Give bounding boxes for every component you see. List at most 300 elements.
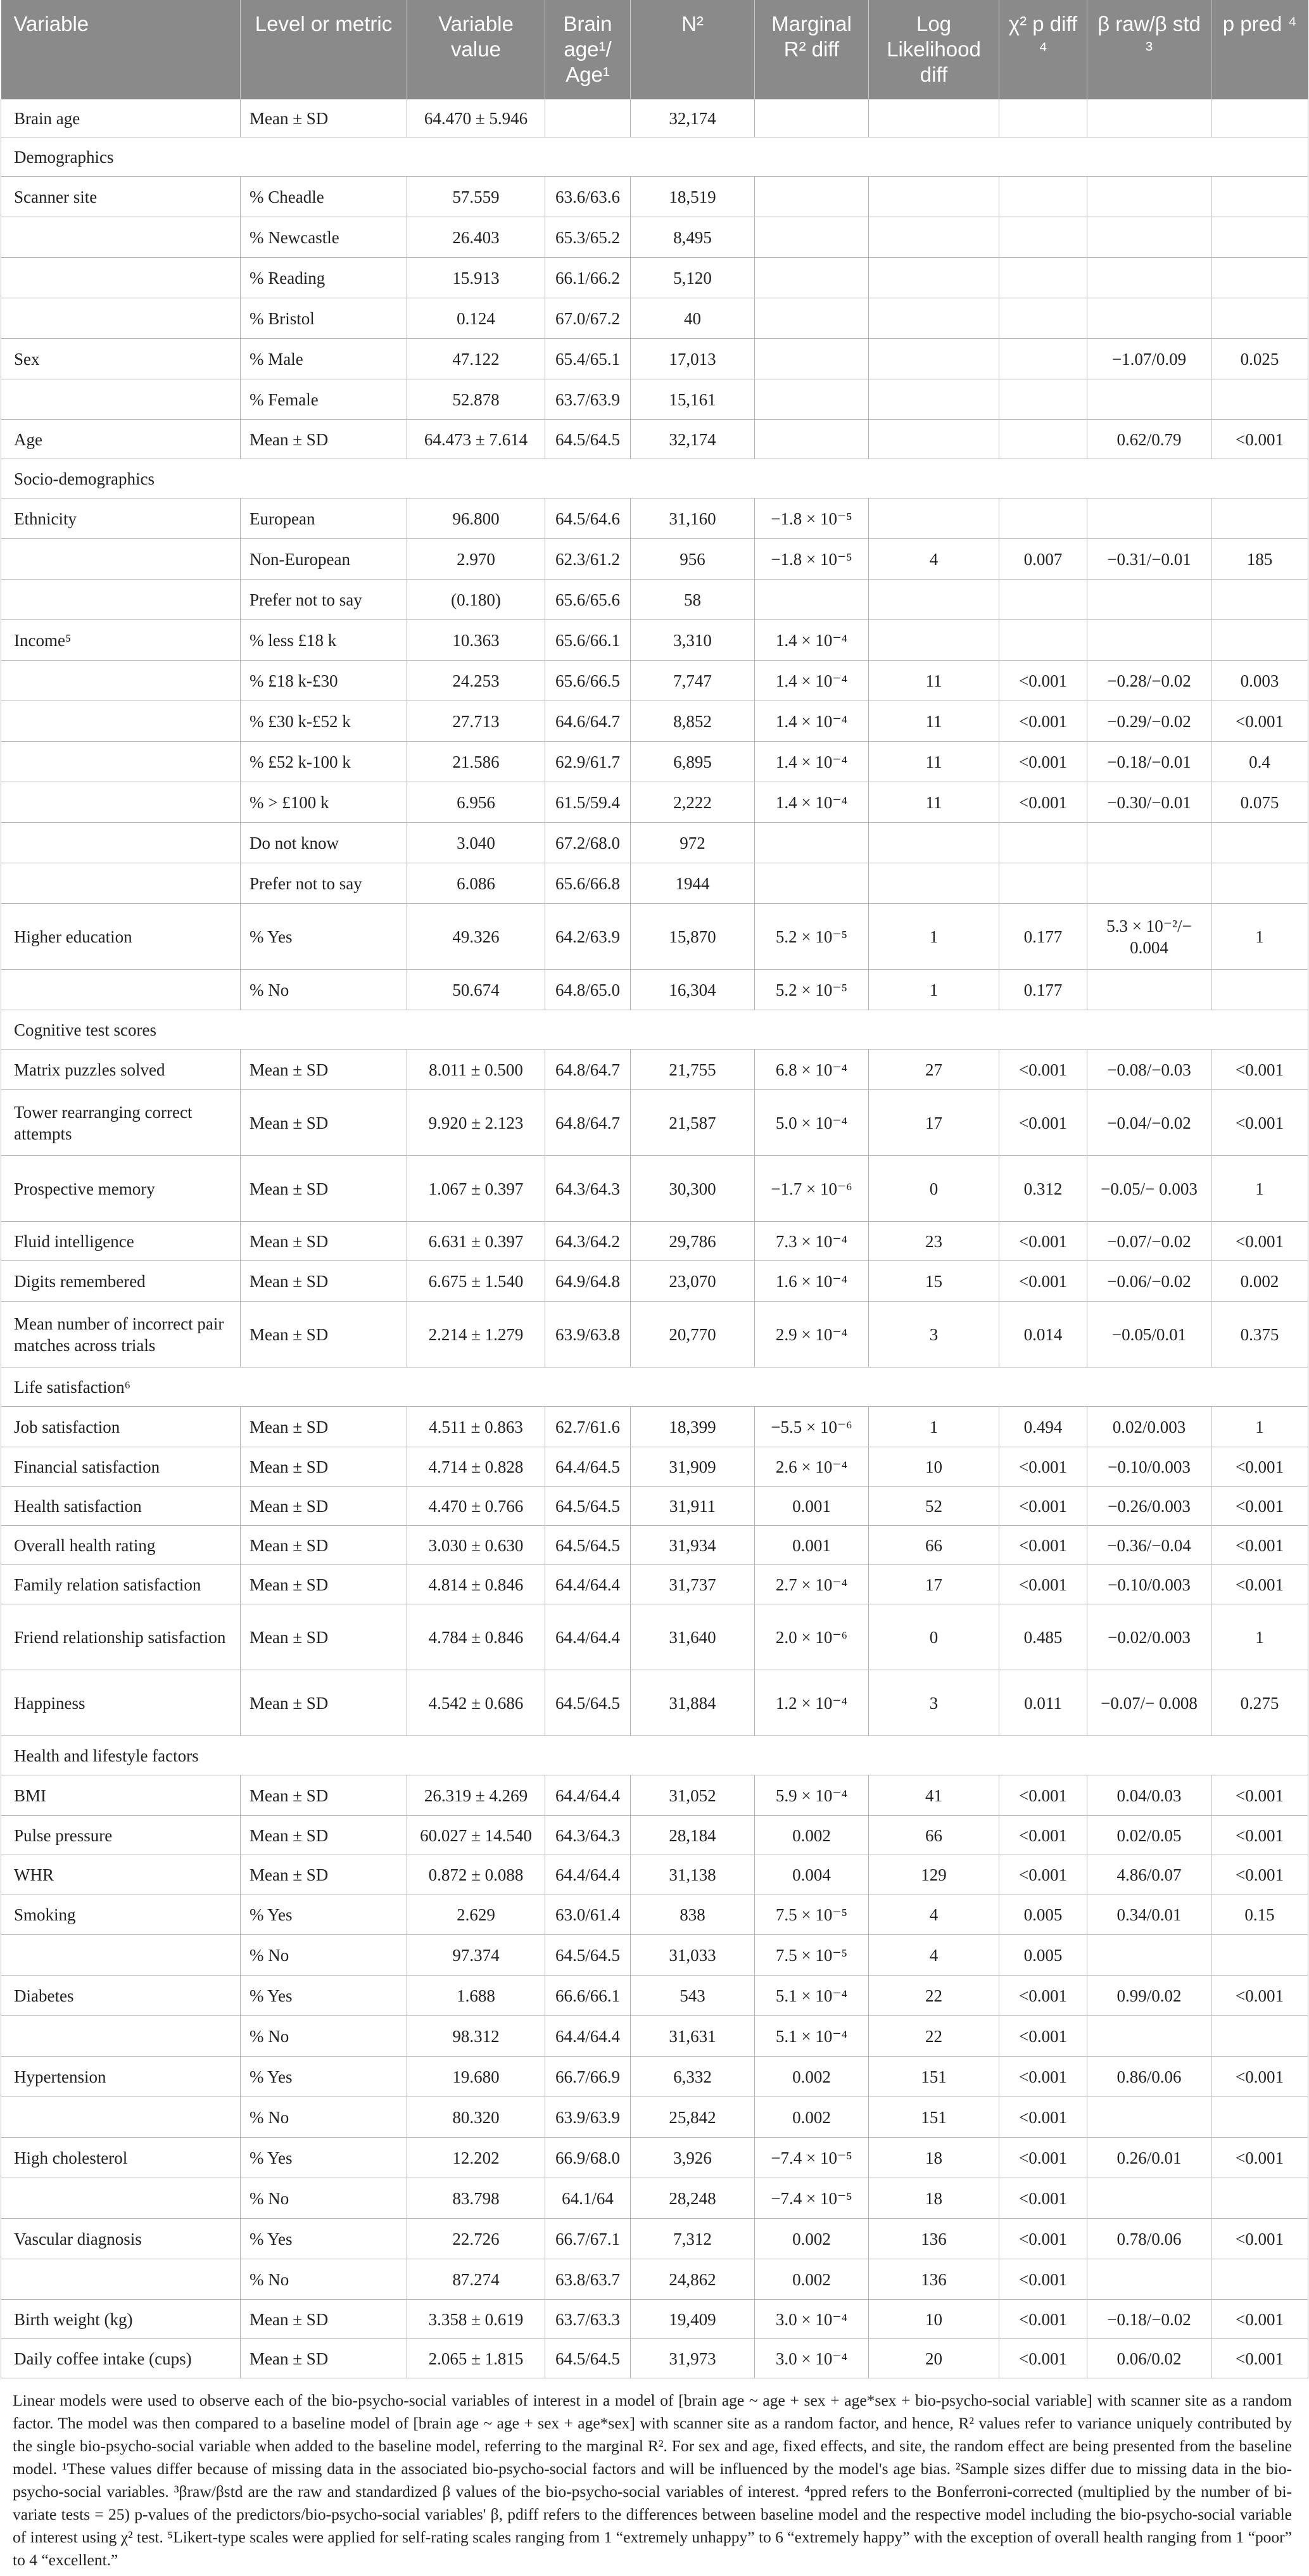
- cell-variable: Tower rearranging correct attempts: [1, 1090, 241, 1156]
- header-loglik: Log Likelihood diff: [869, 0, 999, 99]
- cell-ppred: <0.001: [1211, 420, 1308, 459]
- cell-ppred: [1211, 2097, 1308, 2138]
- cell-variable: Pulse pressure: [1, 1816, 241, 1855]
- cell-level: % Newcastle: [241, 217, 407, 258]
- cell-chi: <0.001: [999, 1447, 1087, 1487]
- cell-n: 15,870: [631, 904, 755, 970]
- cell-level: % > £100 k: [241, 782, 407, 823]
- cell-value: 4.784 ± 0.846: [407, 1604, 545, 1670]
- cell-n: 18,519: [631, 177, 755, 217]
- cell-chi: <0.001: [999, 1050, 1087, 1090]
- cell-beta: −0.29/−0.02: [1087, 701, 1211, 742]
- cell-variable: [1, 580, 241, 620]
- table-row: [1, 298, 1308, 339]
- cell-level: % Yes: [241, 904, 407, 970]
- cell-brain-age: 64.1/64: [545, 2178, 631, 2219]
- cell-chi: 0.007: [999, 539, 1087, 580]
- table-row: [1, 1302, 1308, 1367]
- cell-chi: 0.005: [999, 1935, 1087, 1976]
- table-row: [1, 1775, 1308, 1816]
- cell-variable: Family relation satisfaction: [1, 1565, 241, 1604]
- cell-beta: 0.26/0.01: [1087, 2138, 1211, 2178]
- cell-variable: Mean number of incorrect pair matches across trials: [1, 1302, 241, 1367]
- table-row: [1, 1976, 1308, 2016]
- cell-value: 27.713: [407, 701, 545, 742]
- table-row: [1, 2300, 1308, 2339]
- cell-ppred: [1211, 620, 1308, 661]
- cell-value: 2.214 ± 1.279: [407, 1302, 545, 1367]
- cell-level: Mean ± SD: [241, 1775, 407, 1816]
- cell-chi: <0.001: [999, 1526, 1087, 1565]
- cell-level: Mean ± SD: [241, 1816, 407, 1855]
- cell-chi: <0.001: [999, 2300, 1087, 2339]
- cell-n: 7,747: [631, 661, 755, 701]
- cell-level: % Yes: [241, 2138, 407, 2178]
- cell-ppred: 0.4: [1211, 742, 1308, 782]
- table-row: [1, 1565, 1308, 1604]
- cell-beta: 0.02/0.05: [1087, 1816, 1211, 1855]
- cell-chi: <0.001: [999, 1816, 1087, 1855]
- cell-value: 52.878: [407, 379, 545, 420]
- cell-loglik: 4: [869, 1935, 999, 1976]
- cell-n: 543: [631, 1976, 755, 2016]
- cell-loglik: 18: [869, 2178, 999, 2219]
- cell-r2: 7.5 × 10⁻⁵: [755, 1894, 869, 1935]
- cell-ppred: [1211, 258, 1308, 298]
- cell-chi: <0.001: [999, 1775, 1087, 1816]
- cell-level: % No: [241, 1935, 407, 1976]
- cell-beta: −0.02/0.003: [1087, 1604, 1211, 1670]
- cell-beta: [1087, 863, 1211, 904]
- section-row: [1, 137, 1308, 177]
- cell-level: % Reading: [241, 258, 407, 298]
- cell-loglik: 52: [869, 1487, 999, 1526]
- cell-n: 838: [631, 1894, 755, 1935]
- cell-chi: 0.011: [999, 1670, 1087, 1736]
- cell-n: 29,786: [631, 1222, 755, 1261]
- cell-value: 3.030 ± 0.630: [407, 1526, 545, 1565]
- cell-loglik: 10: [869, 2300, 999, 2339]
- cell-brain-age: 65.4/65.1: [545, 339, 631, 379]
- table-row: [1, 2016, 1308, 2057]
- cell-r2: 1.4 × 10⁻⁴: [755, 661, 869, 701]
- cell-ppred: <0.001: [1211, 1816, 1308, 1855]
- cell-ppred: [1211, 2178, 1308, 2219]
- cell-loglik: [869, 217, 999, 258]
- cell-beta: [1087, 2016, 1211, 2057]
- cell-ppred: [1211, 1935, 1308, 1976]
- cell-n: 31,631: [631, 2016, 755, 2057]
- cell-brain-age: 63.8/63.7: [545, 2259, 631, 2300]
- cell-value: 80.320: [407, 2097, 545, 2138]
- cell-level: Mean ± SD: [241, 1050, 407, 1090]
- table-row: [1, 1447, 1308, 1487]
- cell-value: 96.800: [407, 498, 545, 539]
- cell-variable: [1, 2259, 241, 2300]
- cell-beta: −0.26/0.003: [1087, 1487, 1211, 1526]
- cell-chi: <0.001: [999, 742, 1087, 782]
- cell-beta: −0.10/0.003: [1087, 1565, 1211, 1604]
- cell-brain-age: 64.3/64.3: [545, 1816, 631, 1855]
- cell-ppred: 0.075: [1211, 782, 1308, 823]
- cell-ppred: <0.001: [1211, 2057, 1308, 2097]
- cell-level: % No: [241, 2016, 407, 2057]
- cell-chi: [999, 823, 1087, 863]
- table-row: [1, 177, 1308, 217]
- section-row: [1, 1010, 1308, 1050]
- cell-variable: [1, 258, 241, 298]
- cell-loglik: [869, 339, 999, 379]
- cell-n: 31,934: [631, 1526, 755, 1565]
- cell-n: 58: [631, 580, 755, 620]
- table-row: [1, 420, 1308, 459]
- cell-r2: 1.4 × 10⁻⁴: [755, 701, 869, 742]
- cell-r2: −1.8 × 10⁻⁵: [755, 539, 869, 580]
- cell-beta: −0.05/− 0.003: [1087, 1156, 1211, 1222]
- cell-n: 31,973: [631, 2339, 755, 2378]
- cell-variable: High cholesterol: [1, 2138, 241, 2178]
- cell-r2: [755, 379, 869, 420]
- cell-ppred: 185: [1211, 539, 1308, 580]
- cell-variable: Fluid intelligence: [1, 1222, 241, 1261]
- cell-level: % Female: [241, 379, 407, 420]
- table-row: [1, 701, 1308, 742]
- table-row: [1, 1050, 1308, 1090]
- table-row: [1, 2259, 1308, 2300]
- cell-ppred: 1: [1211, 904, 1308, 970]
- cell-r2: 5.2 × 10⁻⁵: [755, 904, 869, 970]
- cell-chi: [999, 217, 1087, 258]
- cell-value: (0.180): [407, 580, 545, 620]
- cell-brain-age: 64.4/64.4: [545, 1604, 631, 1670]
- cell-beta: −0.05/0.01: [1087, 1302, 1211, 1367]
- section-title: Socio-demographics: [1, 459, 1308, 498]
- cell-ppred: 0.002: [1211, 1261, 1308, 1302]
- cell-beta: −0.06/−0.02: [1087, 1261, 1211, 1302]
- cell-brain-age: 64.4/64.4: [545, 1565, 631, 1604]
- cell-beta: [1087, 177, 1211, 217]
- cell-value: 57.559: [407, 177, 545, 217]
- table-row: [1, 2339, 1308, 2378]
- cell-variable: Ethnicity: [1, 498, 241, 539]
- cell-loglik: 17: [869, 1565, 999, 1604]
- cell-variable: [1, 701, 241, 742]
- cell-level: % No: [241, 970, 407, 1010]
- section-title: Demographics: [1, 137, 1308, 177]
- cell-chi: <0.001: [999, 2339, 1087, 2378]
- cell-variable: [1, 217, 241, 258]
- cell-variable: Higher education: [1, 904, 241, 970]
- cell-r2: −1.8 × 10⁻⁵: [755, 498, 869, 539]
- cell-chi: [999, 379, 1087, 420]
- cell-level: % £52 k-100 k: [241, 742, 407, 782]
- cell-beta: [1087, 298, 1211, 339]
- cell-beta: [1087, 970, 1211, 1010]
- cell-ppred: 1: [1211, 1156, 1308, 1222]
- cell-loglik: 0: [869, 1604, 999, 1670]
- table-footnote: Linear models were used to observe each of the bio-psycho-social variables of interest in a model of [brain age ~ age + sex + age*sex + bio-psycho-social variable] with scanner site as a random factor. The model was then compared to a baseline model of [brain age ~ age + sex + age*sex] with scanner site as a random factor, and hence, R² values refer to variance uniquely contributed by the single bio-psycho-social variable when added to the baseline model, referring to the marginal R². For sex and age, fixed effects, and site, the random effect are being presented from the baseline model. ¹These values differ because of missing data in the associated bio-psycho-social factors and will be influenced by the model's age bias. ²Sample sizes differ due to missing data in the bio-psycho-social variables. ³βraw/βstd are the raw and standardized β values of the bio-psycho-social variables of interest. ⁴ppred refers to the Bonferroni-corrected (multiplied by the number of bi-variate tests = 25) p-values of the predictors/bio-psycho-social variables' β, pdiff refers to the differences between baseline model and the respective model including the bio-psycho-social variable of interest using χ² test. ⁵Likert-type scales were applied for self-rating scales ranging from 1 “extremely unhappy” to 6 “extremely happy” with the exception of overall health ranging from 1 “poor” to 4 “excellent.”: [13, 2391, 1292, 2569]
- table-row: [1, 2178, 1308, 2219]
- cell-ppred: <0.001: [1211, 1976, 1308, 2016]
- table-row: [1, 1487, 1308, 1526]
- cell-brain-age: 64.8/64.7: [545, 1090, 631, 1156]
- cell-level: % No: [241, 2178, 407, 2219]
- cell-value: 4.714 ± 0.828: [407, 1447, 545, 1487]
- cell-beta: −0.08/−0.03: [1087, 1050, 1211, 1090]
- cell-variable: [1, 823, 241, 863]
- cell-level: Mean ± SD: [241, 1565, 407, 1604]
- cell-ppred: [1211, 298, 1308, 339]
- table-row: [1, 498, 1308, 539]
- cell-value: 19.680: [407, 2057, 545, 2097]
- table-row: [1, 2057, 1308, 2097]
- cell-n: 17,013: [631, 339, 755, 379]
- cell-beta: [1087, 258, 1211, 298]
- cell-brain-age: 64.6/64.7: [545, 701, 631, 742]
- cell-level: % Bristol: [241, 298, 407, 339]
- cell-loglik: 3: [869, 1302, 999, 1367]
- cell-r2: 7.5 × 10⁻⁵: [755, 1935, 869, 1976]
- cell-beta: 0.78/0.06: [1087, 2219, 1211, 2259]
- cell-n: 31,052: [631, 1775, 755, 1816]
- cell-value: 4.511 ± 0.863: [407, 1407, 545, 1447]
- cell-r2: −7.4 × 10⁻⁵: [755, 2178, 869, 2219]
- cell-n: 7,312: [631, 2219, 755, 2259]
- cell-beta: 0.02/0.003: [1087, 1407, 1211, 1447]
- table-row: [1, 2097, 1308, 2138]
- cell-r2: 2.9 × 10⁻⁴: [755, 1302, 869, 1367]
- cell-brain-age: 64.4/64.4: [545, 1855, 631, 1894]
- cell-brain-age: 66.7/67.1: [545, 2219, 631, 2259]
- cell-brain-age: 65.3/65.2: [545, 217, 631, 258]
- cell-ppred: <0.001: [1211, 2339, 1308, 2378]
- cell-n: 15,161: [631, 379, 755, 420]
- cell-loglik: 3: [869, 1670, 999, 1736]
- cell-value: 26.319 ± 4.269: [407, 1775, 545, 1816]
- cell-ppred: <0.001: [1211, 1855, 1308, 1894]
- cell-beta: −0.07/−0.02: [1087, 1222, 1211, 1261]
- cell-level: Mean ± SD: [241, 2300, 407, 2339]
- cell-variable: [1, 863, 241, 904]
- cell-chi: <0.001: [999, 1487, 1087, 1526]
- cell-brain-age: [545, 99, 631, 137]
- cell-loglik: [869, 379, 999, 420]
- cell-n: 28,184: [631, 1816, 755, 1855]
- cell-value: 47.122: [407, 339, 545, 379]
- cell-value: 24.253: [407, 661, 545, 701]
- cell-ppred: [1211, 823, 1308, 863]
- cell-variable: [1, 539, 241, 580]
- cell-beta: 0.86/0.06: [1087, 2057, 1211, 2097]
- cell-r2: 0.001: [755, 1526, 869, 1565]
- cell-variable: Financial satisfaction: [1, 1447, 241, 1487]
- table-row: [1, 620, 1308, 661]
- cell-brain-age: 62.9/61.7: [545, 742, 631, 782]
- cell-n: 21,755: [631, 1050, 755, 1090]
- cell-variable: Happiness: [1, 1670, 241, 1736]
- cell-brain-age: 66.1/66.2: [545, 258, 631, 298]
- cell-chi: <0.001: [999, 1855, 1087, 1894]
- cell-ppred: [1211, 2259, 1308, 2300]
- cell-value: 2.629: [407, 1894, 545, 1935]
- cell-variable: Digits remembered: [1, 1261, 241, 1302]
- cell-r2: 2.0 × 10⁻⁶: [755, 1604, 869, 1670]
- cell-ppred: <0.001: [1211, 1090, 1308, 1156]
- cell-chi: [999, 580, 1087, 620]
- cell-level: Mean ± SD: [241, 1526, 407, 1565]
- cell-loglik: 136: [869, 2219, 999, 2259]
- cell-level: Mean ± SD: [241, 1407, 407, 1447]
- cell-r2: 1.2 × 10⁻⁴: [755, 1670, 869, 1736]
- cell-chi: [999, 177, 1087, 217]
- cell-level: Do not know: [241, 823, 407, 863]
- cell-ppred: [1211, 580, 1308, 620]
- cell-brain-age: 64.4/64.4: [545, 2016, 631, 2057]
- cell-r2: 3.0 × 10⁻⁴: [755, 2339, 869, 2378]
- cell-n: 19,409: [631, 2300, 755, 2339]
- cell-loglik: 41: [869, 1775, 999, 1816]
- cell-brain-age: 63.7/63.9: [545, 379, 631, 420]
- table-row: [1, 2219, 1308, 2259]
- cell-loglik: 27: [869, 1050, 999, 1090]
- header-value: Variable value: [407, 0, 545, 99]
- cell-loglik: 151: [869, 2057, 999, 2097]
- cell-variable: BMI: [1, 1775, 241, 1816]
- cell-n: 31,640: [631, 1604, 755, 1670]
- cell-ppred: <0.001: [1211, 1775, 1308, 1816]
- cell-chi: <0.001: [999, 2097, 1087, 2138]
- cell-r2: 1.4 × 10⁻⁴: [755, 782, 869, 823]
- cell-level: % Yes: [241, 1976, 407, 2016]
- cell-r2: 0.002: [755, 2097, 869, 2138]
- cell-r2: 5.1 × 10⁻⁴: [755, 1976, 869, 2016]
- cell-brain-age: 64.3/64.3: [545, 1156, 631, 1222]
- cell-r2: −7.4 × 10⁻⁵: [755, 2138, 869, 2178]
- cell-brain-age: 64.9/64.8: [545, 1261, 631, 1302]
- section-title: Life satisfaction⁶: [1, 1367, 1308, 1407]
- cell-level: Mean ± SD: [241, 1604, 407, 1670]
- cell-variable: Smoking: [1, 1894, 241, 1935]
- table-row: [1, 1526, 1308, 1565]
- table-row: [1, 1935, 1308, 1976]
- cell-value: 10.363: [407, 620, 545, 661]
- cell-brain-age: 64.5/64.6: [545, 498, 631, 539]
- cell-value: 50.674: [407, 970, 545, 1010]
- cell-loglik: 22: [869, 2016, 999, 2057]
- cell-r2: 0.004: [755, 1855, 869, 1894]
- cell-brain-age: 64.5/64.5: [545, 1526, 631, 1565]
- cell-r2: [755, 580, 869, 620]
- cell-ppred: <0.001: [1211, 1526, 1308, 1565]
- cell-brain-age: 64.5/64.5: [545, 1487, 631, 1526]
- cell-value: 64.473 ± 7.614: [407, 420, 545, 459]
- cell-chi: <0.001: [999, 2259, 1087, 2300]
- section-row: [1, 1736, 1308, 1775]
- cell-brain-age: 67.0/67.2: [545, 298, 631, 339]
- cell-n: 31,911: [631, 1487, 755, 1526]
- cell-brain-age: 64.3/64.2: [545, 1222, 631, 1261]
- cell-r2: 0.001: [755, 1487, 869, 1526]
- cell-beta: 0.04/0.03: [1087, 1775, 1211, 1816]
- cell-n: 30,300: [631, 1156, 755, 1222]
- cell-r2: [755, 258, 869, 298]
- table-row: [1, 904, 1308, 970]
- cell-chi: <0.001: [999, 2138, 1087, 2178]
- cell-chi: <0.001: [999, 2178, 1087, 2219]
- cell-brain-age: 63.9/63.9: [545, 2097, 631, 2138]
- cell-chi: <0.001: [999, 1090, 1087, 1156]
- header-level: Level or metric: [241, 0, 407, 99]
- table-row: [1, 1670, 1308, 1736]
- cell-variable: WHR: [1, 1855, 241, 1894]
- cell-level: % No: [241, 2259, 407, 2300]
- table-row: [1, 1816, 1308, 1855]
- cell-chi: 0.177: [999, 970, 1087, 1010]
- cell-r2: 5.0 × 10⁻⁴: [755, 1090, 869, 1156]
- cell-r2: 6.8 × 10⁻⁴: [755, 1050, 869, 1090]
- table-row: [1, 661, 1308, 701]
- cell-r2: [755, 177, 869, 217]
- cell-r2: −5.5 × 10⁻⁶: [755, 1407, 869, 1447]
- cell-n: 28,248: [631, 2178, 755, 2219]
- cell-level: Prefer not to say: [241, 580, 407, 620]
- table-row: [1, 258, 1308, 298]
- cell-brain-age: 64.2/63.9: [545, 904, 631, 970]
- cell-brain-age: 64.5/64.5: [545, 1935, 631, 1976]
- cell-level: Mean ± SD: [241, 1855, 407, 1894]
- cell-value: 60.027 ± 14.540: [407, 1816, 545, 1855]
- header-r2: Marginal R² diff: [755, 0, 869, 99]
- cell-loglik: 11: [869, 742, 999, 782]
- cell-level: Mean ± SD: [241, 1222, 407, 1261]
- cell-level: Mean ± SD: [241, 1156, 407, 1222]
- cell-n: 1944: [631, 863, 755, 904]
- table-row: [1, 863, 1308, 904]
- cell-loglik: 11: [869, 782, 999, 823]
- table-row: [1, 217, 1308, 258]
- cell-brain-age: 66.6/66.1: [545, 1976, 631, 2016]
- cell-loglik: [869, 580, 999, 620]
- cell-brain-age: 66.7/66.9: [545, 2057, 631, 2097]
- cell-variable: Vascular diagnosis: [1, 2219, 241, 2259]
- cell-level: Non-European: [241, 539, 407, 580]
- cell-level: % £18 k-£30: [241, 661, 407, 701]
- cell-ppred: [1211, 970, 1308, 1010]
- table-row: [1, 99, 1308, 137]
- results-table: [1, 0, 1308, 2378]
- cell-variable: [1, 2016, 241, 2057]
- cell-loglik: 10: [869, 1447, 999, 1487]
- cell-loglik: [869, 498, 999, 539]
- cell-brain-age: 66.9/68.0: [545, 2138, 631, 2178]
- cell-value: 97.374: [407, 1935, 545, 1976]
- table-row: [1, 580, 1308, 620]
- cell-variable: Prospective memory: [1, 1156, 241, 1222]
- cell-beta: [1087, 2178, 1211, 2219]
- cell-variable: Birth weight (kg): [1, 2300, 241, 2339]
- section-title: Cognitive test scores: [1, 1010, 1308, 1050]
- cell-beta: −0.28/−0.02: [1087, 661, 1211, 701]
- cell-variable: Daily coffee intake (cups): [1, 2339, 241, 2378]
- cell-variable: [1, 742, 241, 782]
- cell-brain-age: 64.8/65.0: [545, 970, 631, 1010]
- cell-loglik: [869, 99, 999, 137]
- header-brain-age: Brain age¹/ Age¹: [545, 0, 631, 99]
- cell-n: 31,160: [631, 498, 755, 539]
- cell-ppred: <0.001: [1211, 1565, 1308, 1604]
- cell-ppred: <0.001: [1211, 701, 1308, 742]
- cell-beta: −0.18/−0.01: [1087, 742, 1211, 782]
